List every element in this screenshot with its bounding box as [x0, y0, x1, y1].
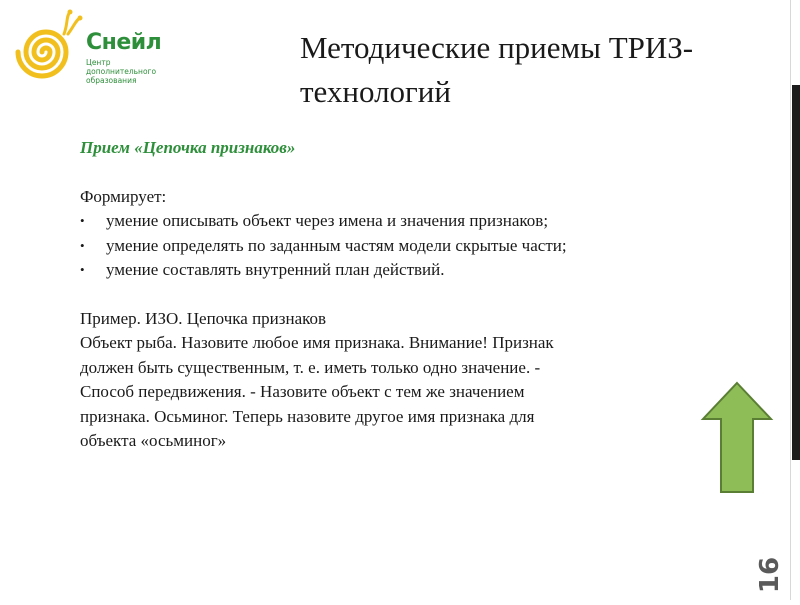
skills-list-item-text: умение определять по заданным частям модели скрытые части; [106, 235, 567, 255]
skills-list-item-text: умение составлять внутренний план действий. [106, 260, 445, 279]
example-block [80, 307, 720, 454]
example-line: Объект рыба. Назовите любое имя признака. Внимание! Признак [80, 333, 554, 352]
logo-subtitle-line: Центр [86, 58, 111, 67]
skills-list [80, 209, 720, 283]
bullet-icon: • [80, 237, 85, 253]
page-number: 16 [755, 556, 785, 594]
skills-list-item-text: умение описывать объект через имена и значения признаков; [106, 211, 549, 230]
skills-list-item [80, 234, 720, 259]
logo-name: Снейл [86, 30, 162, 55]
example-line: должен быть существенным, т. е. иметь только одно значение. - [80, 357, 541, 377]
slide-body [80, 136, 720, 454]
example-line: объекта «осьминог» [80, 431, 227, 450]
example-heading: Пример. ИЗО. Цепочка признаков [80, 308, 327, 328]
bullet-icon: • [80, 213, 85, 228]
example-line: признака. Осьминог. Теперь назовите другое имя признака для [80, 406, 535, 426]
logo-subtitle-line: дополнительного [86, 67, 157, 76]
up-arrow-icon[interactable] [700, 380, 774, 495]
logo-subtitle [86, 58, 166, 85]
snail-spiral-icon [6, 8, 86, 92]
forms-label: Формирует: [80, 186, 167, 206]
logo-subtitle-line: образования [86, 76, 137, 85]
skills-list-item [80, 258, 720, 283]
logo [6, 8, 166, 92]
slide-title-line: Методические приемы ТРИЗ- [300, 30, 694, 65]
bullet-icon: • [80, 262, 85, 277]
right-edge-dark-band [792, 85, 800, 460]
slide-title-line: технологий [300, 74, 451, 109]
slide-title [300, 26, 770, 114]
technique-subtitle: Прием «Цепочка признаков» [80, 138, 296, 157]
example-line: Способ передвижения. - Назовите объект с тем же значением [80, 382, 525, 401]
skills-list-item [80, 209, 720, 234]
